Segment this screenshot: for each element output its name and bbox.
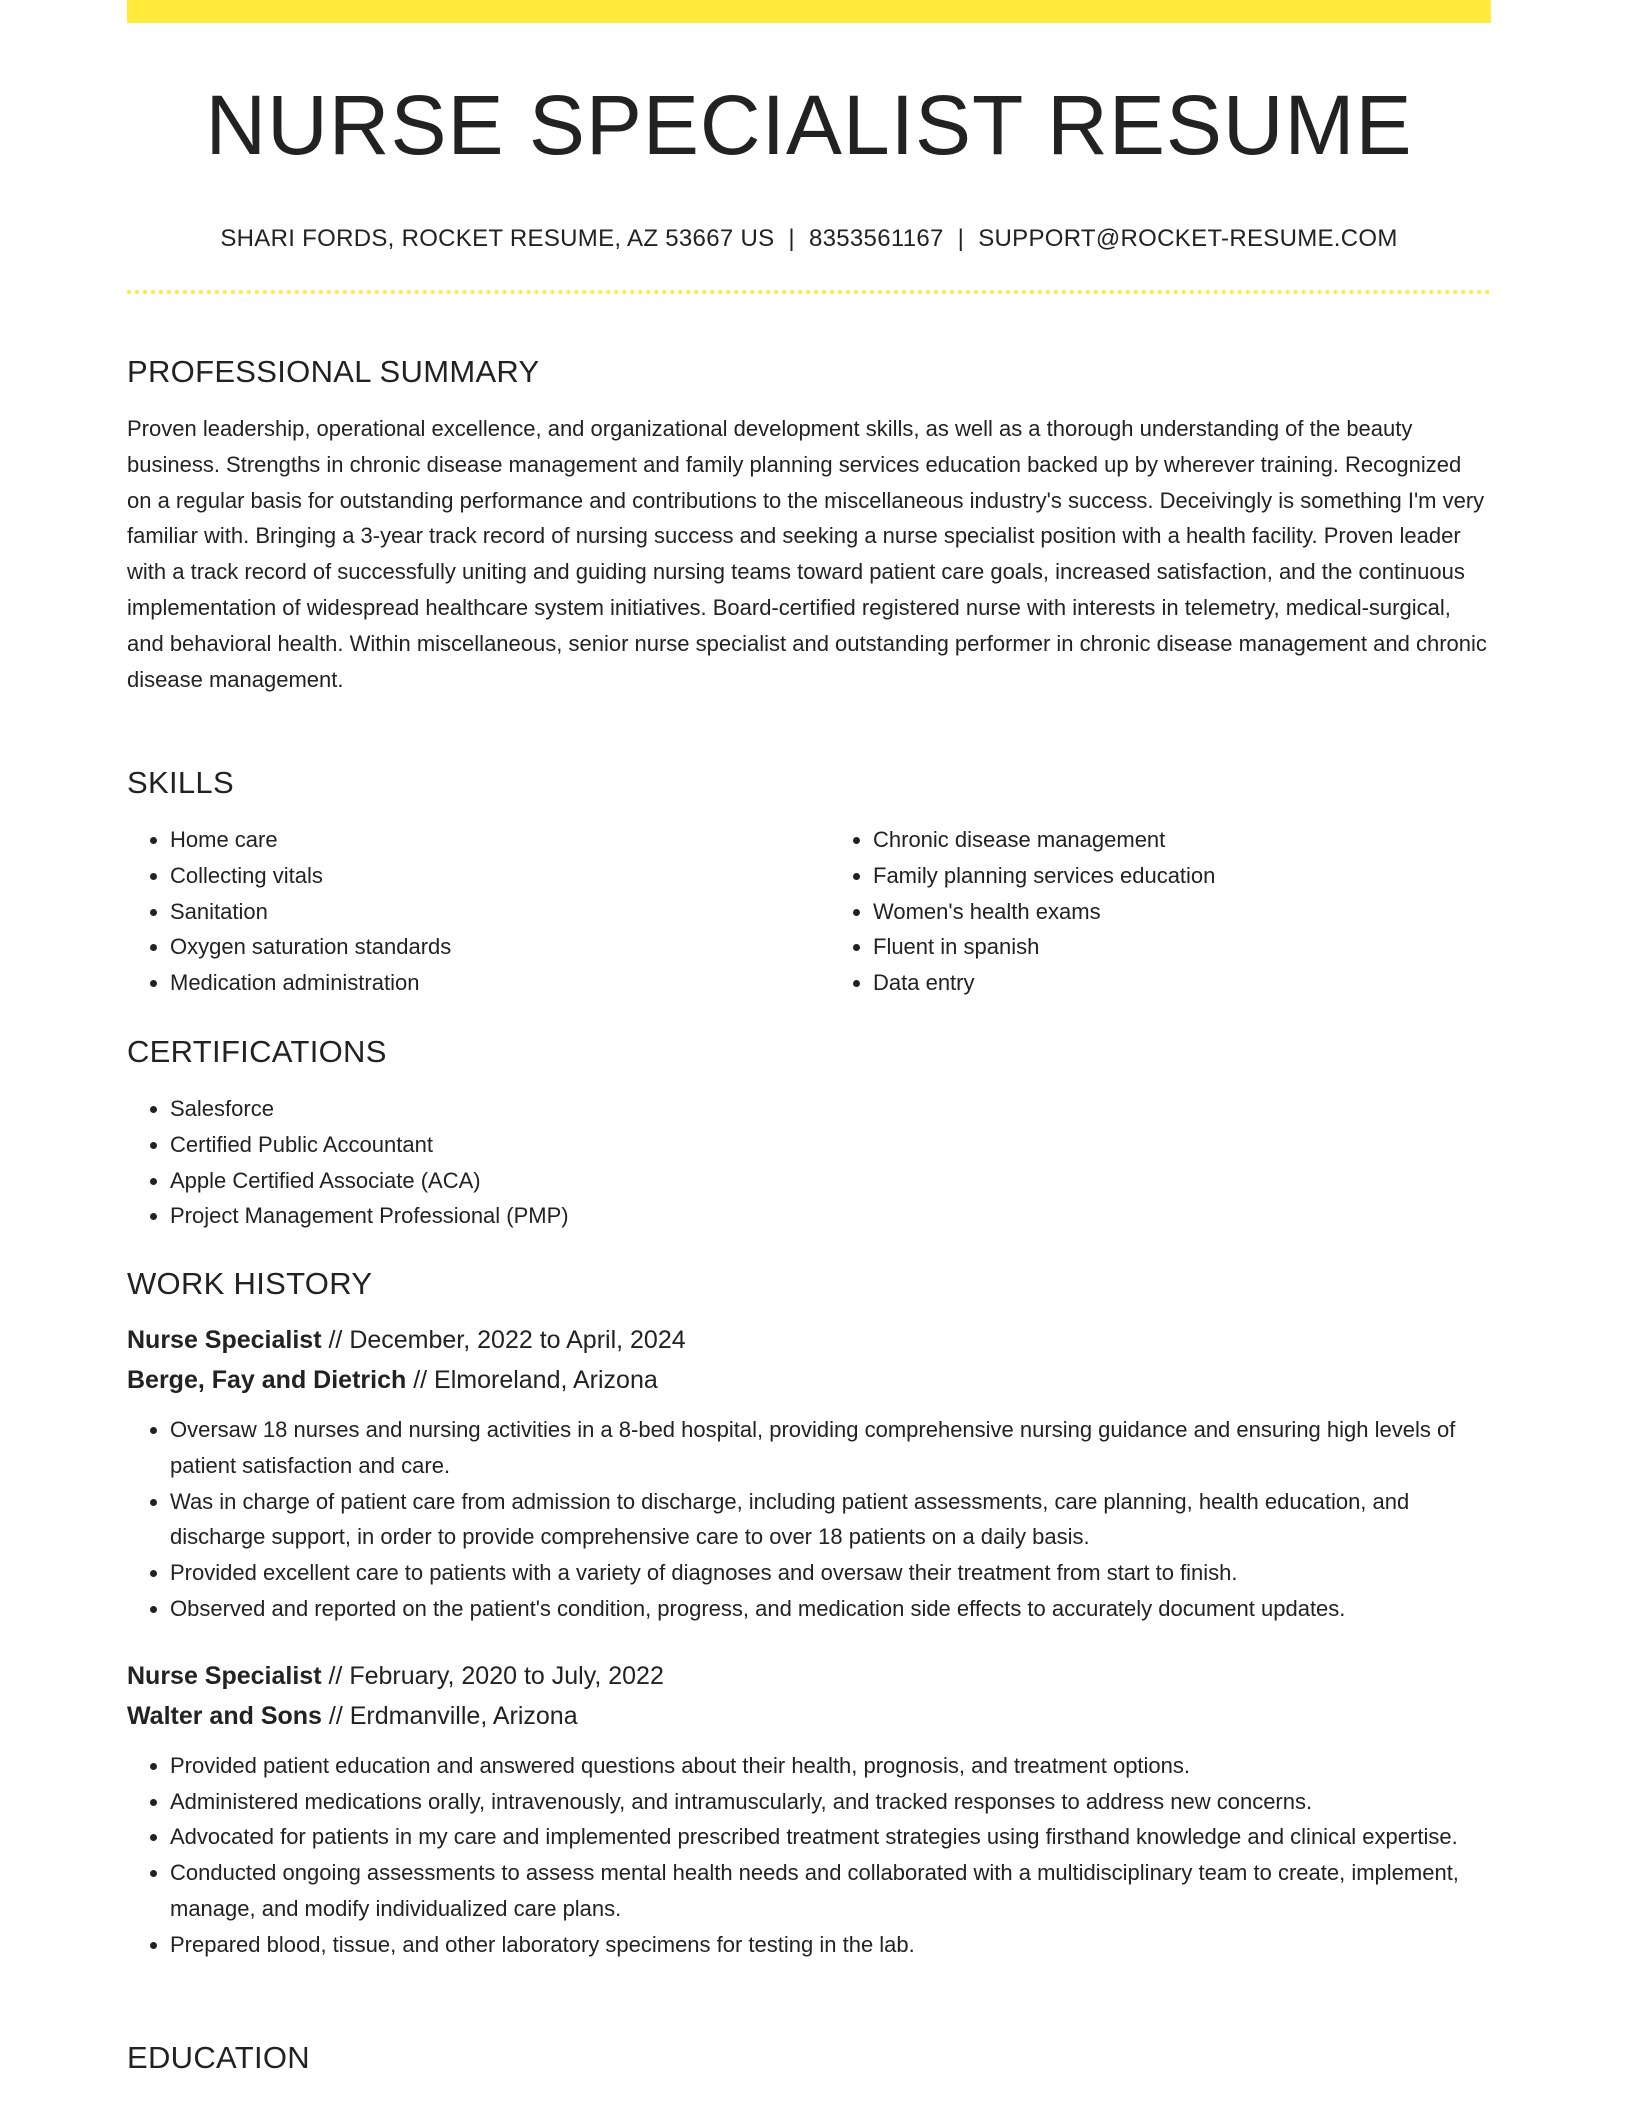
- section-heading-summary: PROFESSIONAL SUMMARY: [127, 354, 540, 389]
- job-bullet: • Advocated for patients in my care and implemented prescribed treatment strategies using firsthand knowledge and clinical expertise.: [170, 1819, 1491, 1855]
- job-company-line: [127, 1360, 1491, 1400]
- certifications-list: [127, 1091, 1491, 1234]
- section-heading-certifications: CERTIFICATIONS: [127, 1034, 387, 1069]
- job-bullet: • Was in charge of patient care from admission to discharge, including patient assessments, care planning, health education, and discharge support, in order to provide comprehensive care to over 18 patients on a daily basis.: [170, 1484, 1491, 1556]
- job-company-line: [127, 1696, 1491, 1736]
- summary-section: [127, 356, 1491, 697]
- job-title-line: [127, 1656, 1491, 1696]
- resume-page: [127, 0, 1491, 2075]
- job-bullet: • Provided excellent care to patients with a variety of diagnoses and oversaw their treatment from start to finish.: [170, 1555, 1491, 1591]
- contact-address: SHARI FORDS, ROCKET RESUME, AZ 53667 US: [220, 225, 775, 252]
- job-bullet: • Oversaw 18 nurses and nursing activities in a 8-bed hospital, providing comprehensive nursing guidance and ensuring high levels of patient satisfaction and care.: [170, 1412, 1491, 1484]
- job-role: Nurse Specialist: [127, 1661, 322, 1690]
- skill-item: • Oxygen saturation standards: [170, 929, 788, 965]
- section-heading-skills: SKILLS: [127, 765, 234, 800]
- certification-item: • Certified Public Accountant: [170, 1127, 1491, 1163]
- skill-item: • Medication administration: [170, 965, 788, 1001]
- section-heading-work-history: WORK HISTORY: [127, 1266, 373, 1301]
- job-dates: // February, 2020 to July, 2022: [321, 1661, 664, 1690]
- skill-item: • Collecting vitals: [170, 858, 788, 894]
- certification-item: • Project Management Professional (PMP): [170, 1198, 1491, 1234]
- job-bullet: • Conducted ongoing assessments to assess mental health needs and collaborated with a multidisciplinary team to create, implement, manage, and modify individualized care plans.: [170, 1855, 1491, 1927]
- skill-item: • Fluent in spanish: [873, 929, 1491, 965]
- job-role: Nurse Specialist: [127, 1326, 322, 1354]
- dotted-divider: [127, 290, 1491, 294]
- job-company: Walter and Sons: [127, 1701, 322, 1730]
- contact-phone: 8353561167: [808, 225, 944, 252]
- job-bullets: [127, 1412, 1491, 1627]
- contact-separator: |: [788, 225, 795, 252]
- skill-item: • Sanitation: [170, 894, 788, 930]
- job-bullet: • Administered medications orally, intravenously, and intramuscularly, and tracked responses to address new concerns.: [170, 1784, 1491, 1820]
- accent-bar: [127, 0, 1491, 23]
- certification-item: • Apple Certified Associate (ACA): [170, 1163, 1491, 1199]
- education-section: [127, 2042, 1491, 2073]
- job-bullet: • Observed and reported on the patient's condition, progress, and medication side effects to accurately document updates.: [170, 1591, 1491, 1627]
- job-location: // Erdmanville, Arizona: [321, 1701, 578, 1730]
- contact-email[interactable]: SUPPORT@ROCKET-RESUME.COM: [978, 225, 1398, 252]
- skill-item: • Data entry: [873, 965, 1491, 1001]
- contact-line: [127, 227, 1491, 251]
- certifications-section: [127, 1036, 1491, 1234]
- skill-item: • Women's health exams: [873, 894, 1491, 930]
- skill-item: • Family planning services education: [873, 858, 1491, 894]
- job-company: Berge, Fay and Dietrich: [127, 1366, 407, 1394]
- work-history-section: [127, 1268, 1491, 1963]
- skills-list-right: [830, 822, 1491, 1001]
- contact-separator: |: [957, 225, 965, 252]
- skills-section: [127, 767, 1491, 1001]
- skill-item: • Chronic disease management: [873, 822, 1491, 858]
- skills-list-left: [127, 822, 788, 1001]
- skill-item: • Home care: [170, 822, 788, 858]
- job-location: // Elmoreland, Arizona: [406, 1366, 658, 1394]
- job-bullets: [127, 1748, 1491, 1963]
- summary-text: Proven leadership, operational excellence, and organizational development skills, as well as a thorough understanding of the beauty business. Strengths in chronic disease management and family planning services education backed up by wherever training. Recognized on a regular basis for outstanding performance and contributions to the miscellaneous industry's success. Deceivingly is something I'm very familiar with. Bringing a 3-year track record of nursing success and seeking a nurse specialist position with a health facility. Proven leader with a track record of successfully uniting and guiding nursing teams toward patient care goals, increased satisfaction, and the continuous implementation of widespread healthcare system initiatives. Board-certified registered nurse with interests in telemetry, medical-surgical, and behavioral health. Within miscellaneous, senior nurse specialist and outstanding performer in chronic disease management and chronic disease management.: [127, 416, 1487, 692]
- section-heading-education: EDUCATION: [127, 2040, 310, 2075]
- job-bullet: • Prepared blood, tissue, and other laboratory specimens for testing in the lab.: [170, 1927, 1491, 1963]
- job-entry: [127, 1656, 1491, 1963]
- skills-columns: [127, 822, 1491, 1001]
- certification-item: • Salesforce: [170, 1091, 1491, 1127]
- job-bullet: • Provided patient education and answered questions about their health, prognosis, and treatment options.: [170, 1748, 1491, 1784]
- job-dates: // December, 2022 to April, 2024: [321, 1326, 686, 1354]
- job-entry: [127, 1320, 1491, 1627]
- resume-title: NURSE SPECIALIST RESUME: [205, 78, 1413, 172]
- job-title-line: [127, 1320, 1491, 1360]
